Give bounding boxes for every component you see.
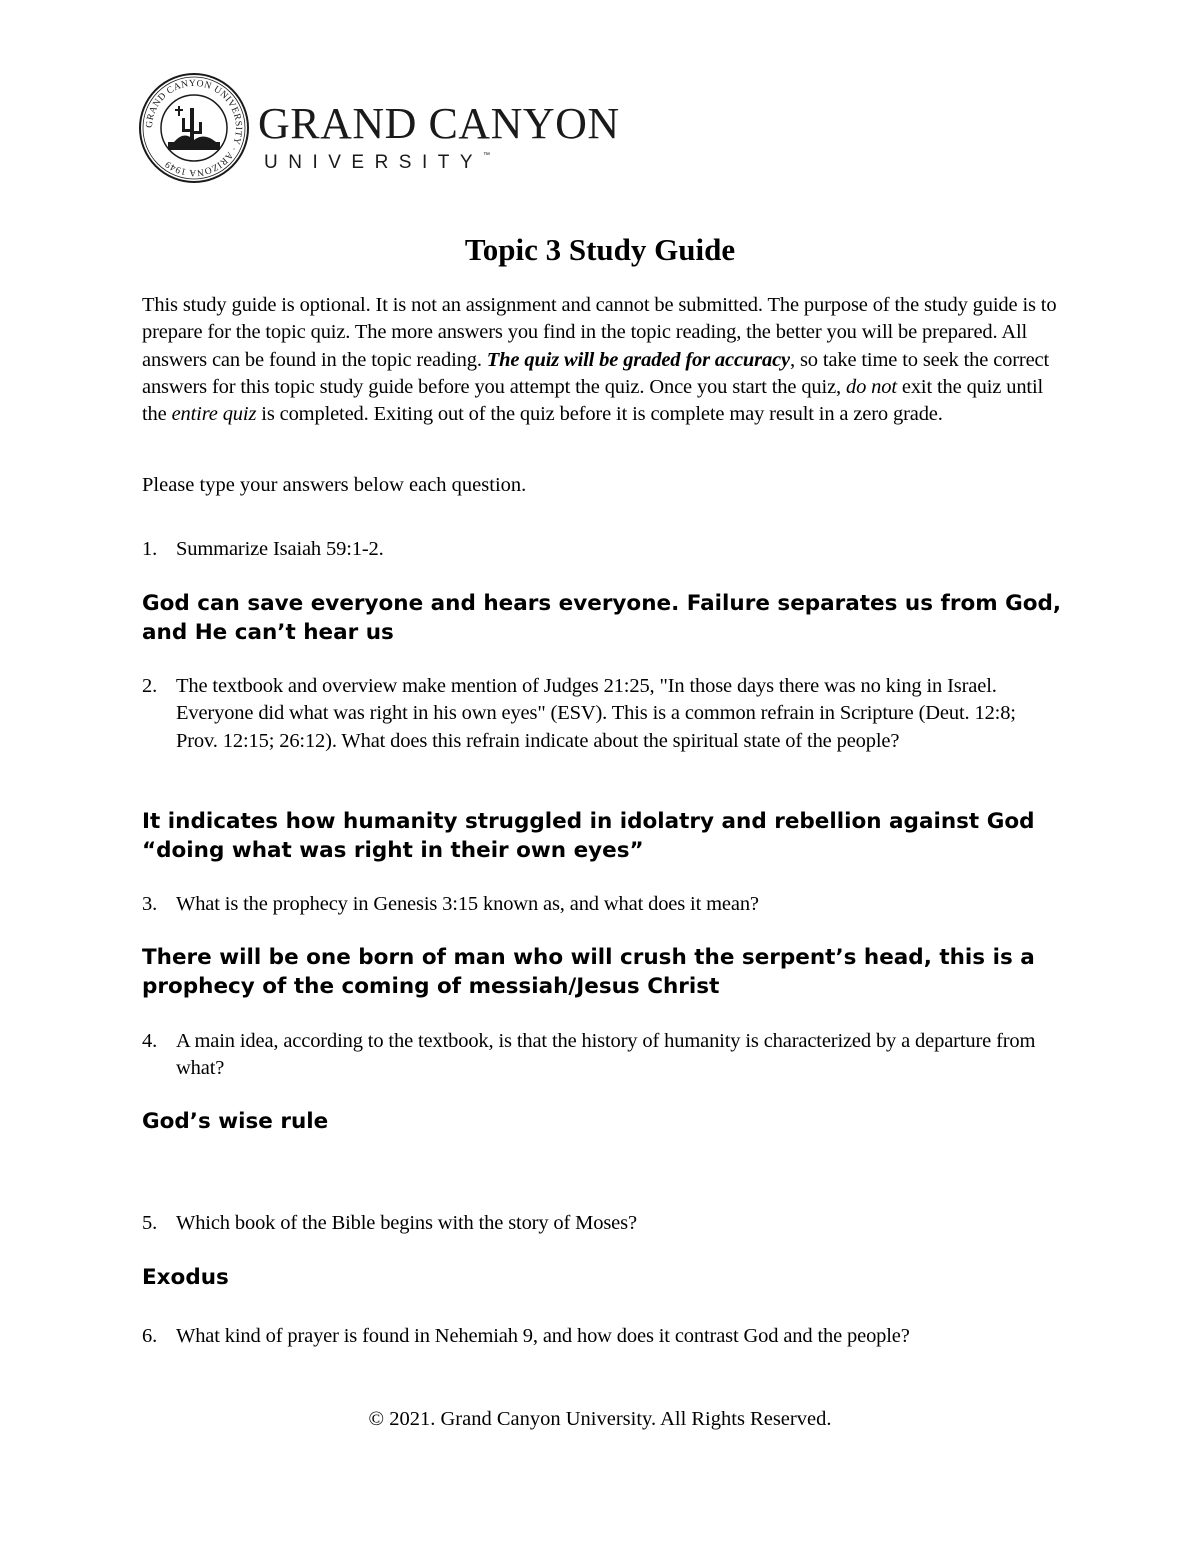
question-number: 2. (142, 675, 158, 697)
intro-text-2: , so take time to seek the correct answers for this topic study guide before you attempt the quiz. Once you start the quiz, (142, 348, 1050, 398)
question-text: A main idea, according to the textbook, is that the history of humanity is characterized by a departure from what? (176, 1030, 1036, 1080)
trademark-mark: ™ (483, 152, 491, 159)
university-seal-icon (138, 72, 250, 184)
logo-line-university (264, 152, 618, 174)
question-text: What kind of prayer is found in Nehemiah 9, and how does it contrast God and the people? (176, 1325, 910, 1347)
intro-text-4: is completed. Exiting out of the quiz before it is complete may result in a zero grade. (256, 403, 943, 426)
page-title: Topic 3 Study Guide (464, 232, 736, 267)
logo-university-text: UNIVERSITY (264, 152, 484, 173)
logo-wordmark (258, 99, 620, 174)
answer-1[interactable]: God can save everyone and hears everyone. Failure separates us from God, and He can’t hear us (142, 591, 1062, 645)
question-number: 5. (142, 1212, 158, 1234)
instructions: Please type your answers below each question. (142, 474, 527, 496)
answer-3[interactable]: There will be one born of man who will crush the serpent’s head, this is a prophecy of the coming of messiah/Jesus Christ (142, 945, 1035, 999)
answer-4[interactable]: God’s wise rule (142, 1109, 329, 1134)
question-number: 4. (142, 1030, 158, 1052)
logo-line-grand-canyon: GRAND CANYON (258, 99, 620, 148)
question-4 (142, 1028, 1062, 1083)
intro-entire-quiz: entire quiz (171, 403, 257, 426)
intro-emphasis: The quiz will be graded for accuracy (486, 348, 791, 371)
question-6 (142, 1323, 1062, 1350)
answer-5[interactable]: Exodus (142, 1265, 229, 1290)
question-text: Summarize Isaiah 59:1-2. (176, 538, 384, 560)
question-number: 6. (142, 1325, 158, 1347)
answer-2[interactable]: It indicates how humanity struggled in idolatry and rebellion against God “doing what was right in their own eyes” (142, 809, 1035, 863)
question-number: 3. (142, 893, 158, 915)
seal-text: GRAND CANYON UNIVERSITY · ARIZONA 1949 (144, 78, 244, 178)
question-text: Which book of the Bible begins with the story of Moses? (176, 1212, 637, 1234)
question-2 (142, 673, 1062, 755)
question-text: What is the prophecy in Genesis 3:15 known as, and what does it mean? (176, 893, 759, 915)
question-number: 1. (142, 538, 158, 560)
intro-text-1: This study guide is optional. It is not an assignment and cannot be submitted. The purpose of the study guide is to prepare for the topic quiz. The more answers you find in the topic reading, the better you will be prepared. All answers can be found in the topic reading. (142, 294, 1057, 371)
copyright-footer: © 2021. Grand Canyon University. All Rights Reserved. (368, 1408, 832, 1430)
intro-do-not: do not (845, 375, 897, 398)
question-5 (142, 1210, 1062, 1237)
question-text: The textbook and overview make mention of Judges 21:25, "In those days there was no king in Israel. Everyone did what was right in his own eyes" (ESV). This is a common refrain in Scripture (Deut. 12:8; Prov. 12:15; 26:12). What does this refrain indicate about the spiritual state of the people? (176, 675, 1016, 752)
question-3 (142, 891, 1062, 918)
intro-paragraph (142, 292, 1062, 428)
question-1 (142, 536, 1062, 563)
university-logo (138, 72, 618, 190)
intro-text-3: exit the quiz until the (142, 375, 1044, 426)
